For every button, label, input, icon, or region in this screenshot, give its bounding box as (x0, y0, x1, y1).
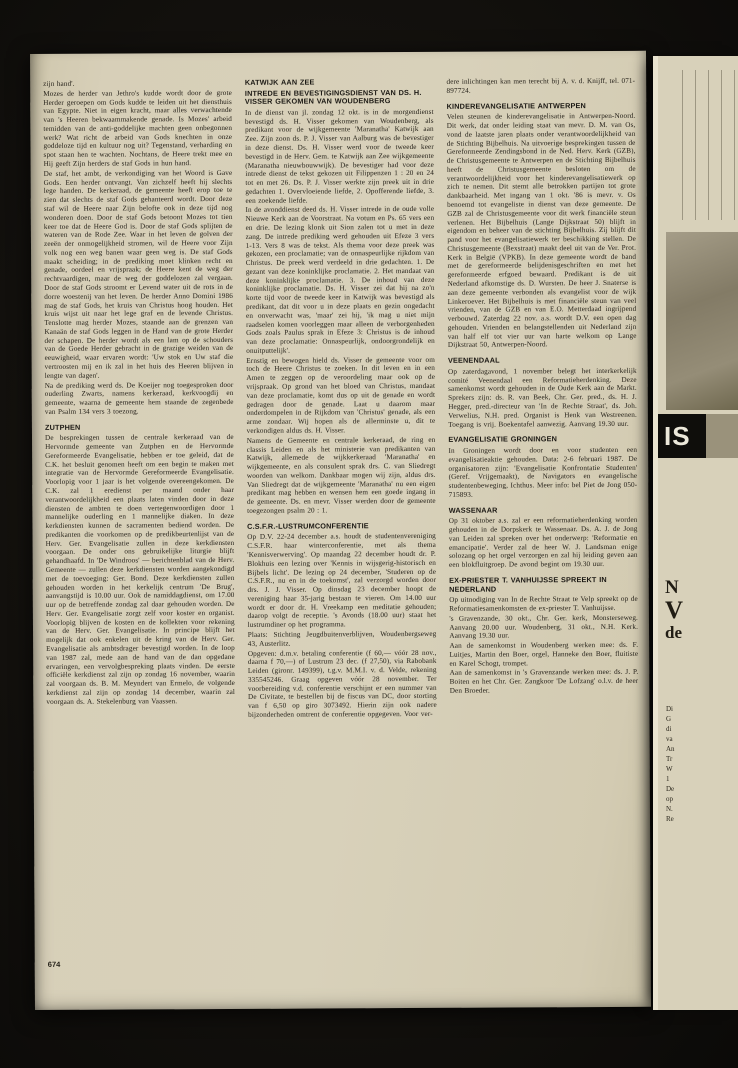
body-paragraph: Op 31 oktober a.s. zal er een reformatieherdenking worden gehouden in de Dorpskerk te Wassenaar. Ds. A. J. de Jong van Leiden zal spreken over het onderwerp: 'Reformatie en emancipatie'. Verder zal de heer W. J. Landsman enige solozang op het orgel verzorgen en zal hij leiding geven aan een blokfluitgroep. De avond begint om 19.30 uur. (448, 516, 638, 569)
page-content-area (30, 51, 651, 1010)
text-fragment: Di (666, 705, 673, 713)
body-text-continuation: dere inlichtingen kan men terecht bij A. v. d. Knijff, tel. 071-897724. (446, 76, 636, 95)
cropped-text-fragments (666, 704, 675, 824)
section-heading-veenendaal: VEENENDAAL (447, 355, 500, 366)
text-fragment: Tr (666, 755, 673, 763)
cropped-ad-region (670, 70, 736, 220)
text-fragment: de (665, 623, 682, 643)
body-paragraph: Plaats: Stichting Jeugdbuitenverblijven, Woudenbergseweg 43, Austerlitz. (247, 629, 437, 648)
cropped-headline-banner (658, 414, 706, 458)
adjacent-page-edge (653, 56, 738, 1010)
body-paragraph: 's Gravenzande, 30 okt., Chr. Ger. kerk, Monsterseweg. Aanvang 20.00 uur. Woudenberg, 31 okt., N.H. Kerk. Aanvang 19.30 uur. (449, 613, 639, 641)
body-paragraph: In Groningen wordt door en voor studenten een evangelisatieaktie gehouden. Data: 2-6 februari 1987. De organisatoren zijn: 'Evangelisatie Konfrontatie Studenten' (Geref. Vrijgemaakt), de Navigators en evangelische studentenbeweging, Ichthus. Meer info: bel Piet de Jong 050-715893. (448, 445, 638, 499)
text-fragment: De (666, 785, 675, 793)
section-heading-katwijk: KATWIJK AAN ZEE (244, 77, 315, 87)
column-1 (43, 79, 236, 972)
text-fragment: va (666, 735, 673, 743)
body-paragraph: Aan de samenkomst in Woudenberg werken mee: ds. F. Luitjes, Martin den Boer, orgel, Hanneke den Boer, fluitiste en Karel Schogt, trompet. (449, 640, 639, 668)
text-fragment: V (665, 596, 684, 624)
body-paragraph: Op uitnodiging van In de Rechte Straat te Velp spreekt op de Reformatiesamenkomsten de ex-priester T. Vanhuijsse. (449, 594, 638, 613)
section-heading-wassenaar: WASSENAAR (448, 505, 498, 515)
body-paragraph: In de avonddienst deed ds. H. Visser intrede in de oude volle Nieuwe Kerk aan de Voorstraat. Na votum en Ps. 65 vers een en drie. De lezing klonk uit Sion zalen tot u met in deze zang. De intrede prediking werd gehouden uit Efeze 3 vers 1-13. Vers 8 was de tekst. Als thema voor deze preek was gekozen, een proclamatie; van de onnaspeurlijke rijkdom van Christus. De preek werd verdeeld in drie gedachten. 1. De gezant van deze koninklijke proclamatie. 2. Het mandaat van deze koninklijke proclamatie. 3. De inhoud van deze koninklijke proclamatie. Ds. H. Visser zei dat hij na zo'n korte tijd voor de tweede keer in Katwijk was bevestigd als predikant, dat dit voor u in deze plaats en gezin ongedacht en onverwacht was, 'maar' zei hij, 'ik mag u niet mijn raadselen komen voorleggen maar alleen de verborgenheden Gods zoals Paulus sprak in Efeze 3: Christus is de inhoud van deze proclamatie: Onnaspeurlijk, ondoorgrondelijk en onuitputtelijk'. (245, 205, 435, 355)
column-3 (446, 77, 639, 970)
magazine-left-page (30, 51, 651, 1010)
section-subheading-katwijk: INTREDE EN BEVESTIGINGSDIENST VAN DS. H. VISSER GEKOMEN VAN WOUDENBERG (244, 87, 422, 107)
body-paragraph: Ernstig en bewogen hield ds. Visser de gemeente voor om toch de Heere Christus te zoeken. In dit leven en in een Amen te zeggen op de veroordeling maar ook op de vrijspraak. Op grond van het bloed van Christus, mandaat van deze proclamatie, komt dus op uit de genade en wordt gedragen door de genade. Laat u daarom maar onderdompelen in de Rijkdom van 'Christus' genade, als een arme zondaar. Wij hopen als de allerminste u, dit te verkondigen aldus ds. H. Visser. (246, 355, 436, 435)
text-fragment: 1 (666, 775, 670, 783)
section-heading-groningen: EVANGELISATIE GRONINGEN (448, 434, 558, 445)
body-paragraph: Velen steunen de kinderevangelisatie in Antwerpen-Noord. Dit werk, dat onder leiding staat van mevr. D. M. van Os, vond de laatste jaren plaats onder verantwoordelijkheid van de Stichting Bijbelhuis. Na uitvoerige besprekingen tussen de Gereformeerde Zendingsbond in de Ned. Herv. Kerk (GZB), de Christusgemeente te Antwerpen en de Stichting Bijbelhuis heeft de Christusgemeente besloten om de verantwoordelijkheid voor het kinderevangelisatiewerk op zich te nemen. Dit stemt alle betrokken partijen tot grote dankbaarheid. Met ingang van 1 okt. '86 is mevr. v. Os benoemd tot evangeliste in dienst van deze gemeente. De GZB zal de Christusgemeente voor dit werk financiële steun verlenen. Het Bijbelhuis (Lange Dijkstraat 50) blijft in eigendom en beheer van de stichting Bijbelhuis. Zij blijft dit pand voor het evangelisatiewerk ter beschikking stellen. De Christusgemeente (Bexstraat) maakt deel uit van de Ver. Prot. Kerk in België (VPKB). In deze gemeente wordt de band met de gereformeerde belijdenisgeschriften en met het gereformeerde erfgoed bewaard. Predikant is de uit Nederland afkomstige ds. D. Wursten. De heer J. Snaterse is aan deze gemeente verbonden als evangelist voor de wijk Linkeroever. Het Bijbelhuis is met financiële steun van veel vrienden, van de GZB en van E.O. Metterdaad ingrijpend verbouwd. Zaterdag 22 nov. a.s. wordt D.V. een open dag gehouden. Vrienden en belangstellenden uit Nederland zijn van half elf tot vier uur van harte welkom op Lange Dijkstraat 50, Antwerpen-Noord. (446, 112, 637, 350)
body-paragraph: Na de prediking werd ds. De Koeijer nog toegesproken door ouderling Zwarts, namens kerkeraad, kerkvoogdij en gemeente, waarna de gemeente hem staande de zegenbede van Psalm 134 vers 3 toezong. (44, 380, 234, 416)
column-2 (245, 78, 438, 971)
body-paragraph: Opgeven: d.m.v. betaling conferentie (f 60,— vóór 28 nov., daarna f 70,—) of Lustrum 23 dec. (f 27,50), via Rabobank Leiden (gironr. 149399), t.g.v. M.M.I. v. d. Velde, rekening 335545246. Graag opgeven vóór 28 november. Ter voorbereiding v.d. conferentie verschijnt er een nummer van De Civitate, te bestellen bij de fiscus van DC, door storting van f 6,50 op giro 3073492. Hierin zijn ook nadere bijzonderheden omtrent de conferentie opgegeven. Voor ver- (247, 648, 437, 719)
banner-text-fragment: IS (664, 420, 691, 451)
body-paragraph: Op D.V. 22-24 december a.s. houdt de studentenvereniging C.S.F.R. haar winterconferentie, met als thema 'Kennisverwerving'. Op maandag 22 december houdt dr. P. Blokhuis een lezing over 'Kennis in wijsgerig-historisch en Bijbels licht'. De lezing op 24 december, 'Studeren op de C.S.F.R., nu en in de toekomst', zal verzorgd worden door drs. J. J. Visser. Op dinsdag 23 december hoopt de vereniging haar 35-jarig bestaan te vieren. Om 14.00 uur wordt er door dr. H. Vreekamp een meditatie gehouden; daarop volgt de receptie. 's Avonds (18.00 uur) staat het lustrumdiner op het programma. (247, 532, 437, 630)
body-paragraph: De besprekingen tussen de centrale kerkeraad van de Hervormde gemeente van Zutphen en de Hervormde Gereformeerde Evangelisatie, hebben er toe geleid, dat de C.K. het besluit genomen heeft om een begin te maken met integratie van de Hervormde Gereformeerde Evangelisatie. Voorlopig voor 1 jaar is het volgende overeengekomen. De C.K. zal 1 eredienst per maand onder haar verantwoordelijkheid een plaats laten vinden door in deze diensten de ambten te doen vertegenwoordigen door 1 mannelijke ouderling en 1 mannelijke diaken. In deze kerkdiensten kunnen de sacramenten bediend worden. De predikanten die voorkomen op de predikbeurtenlijst van de Herv. Ger. Evangelisatie zullen in deze kerkdiensten voorgaan. De onder ons gebruikelijke liturgie blijft gehandhaafd. In 'De Windroos' — berichtenblad van de Herv. Gemeente — zullen deze kerkdiensten worden aangekondigd met de toevoeging: Ger. Bond. Deze kerkdiensten zullen gehouden worden in het kerkelijk centrum 'De Brug', aanvangstijd is 10.00 uur. Ook de namiddagdienst, om 17.00 uur op de betreffende zondag zal daar gehouden worden. De Herv. Ger. Evangelisatie zorgt zelf voor koster en organist. Voorlopig blijven de kosten en de kollekten voor rekening van de Herv. Ger. Evangelisatie. In principe blijft het mogelijk dat ook enkelen uit de kring van de Herv. Ger. Evangelisatie als ambtsdrager bevestigd worden. In de loop van 1987 zal, mede aan de hand van de dan opgedane ervaringen, een vervolgbespreking plaats vinden. De eerste officiële kerkdienst zal zijn op zondag 16 november, waarin zal voorgaan ds. B. M. Meyndert van Ermelo, de volgende kerkdienst zal zijn op zondag 14 december, waarin zal voorgaan ds. A. Stekelenburg van Vaassen. (44, 433, 236, 706)
text-fragment: di (666, 725, 672, 733)
section-heading-zutphen: ZUTPHEN (44, 422, 81, 432)
text-fragment: W (666, 765, 673, 773)
section-heading-csfr: C.S.F.R.-LUSTRUMCONFERENTIE (247, 520, 369, 531)
page-number: 674 (47, 959, 61, 969)
section-heading-expriester: EX-PRIESTER T. VANHUIJSSE SPREEKT IN NEDERLAND (449, 574, 607, 594)
text-fragment: Re (666, 815, 674, 823)
cropped-photo (666, 232, 738, 410)
body-text-fragment: zijn hand'. (43, 79, 75, 88)
section-heading-antwerpen: KINDEREVANGELISATIE ANTWERPEN (446, 100, 586, 111)
text-fragment: op (666, 795, 673, 803)
text-fragment: N (665, 577, 679, 598)
text-fragment: G (666, 715, 672, 723)
body-paragraph: Aan de samenkomst in 's Gravenzande werken mee: ds. J. P. Boiten en het Chr. Ger. Zangkoor 'De Lofzang' o.l.v. de heer Den Broeder. (449, 668, 639, 695)
cropped-banner-side (706, 414, 738, 458)
body-paragraph: De staf, het ambt, de verkondiging van het Woord is Gave Gods. Een herder ontvangt. Van zichzelf heeft hij slechts lege handen. De kerkeraad, de gemeente heeft erop toe te zien dat slechts de staf Gods gehanteerd wordt. Door deze staf wil de Heere naar Zijn belofte ook in deze tijd nog wonderen doen. Door de staf Gods betoont Mozes tot tien keer toe dat de Heere God is. Door de staf Gods splijten de wateren van de Rode Zee. Waar in het leven de golven der zeeën der onmogelijkheid stromen, wil de Heere voor Zijn volk nog een weg banen waar geen weg is. De staf Gods maakt scheiding; in de prediking moet klinken recht en genade, oordeel en vrijspraak; de Heere kent de weg der rechtvaardigen, maar de weg der goddelozen zal vergaan. Door de staf Gods stroomt er Levend water uit de rots in de dorre woestenij van het leven. De herder Anno Domini 1986 mag de staf Gods, het kruis van Christus hoog houden. Het kruis wijst uit naar het lege graf en de levende Christus. Tenslotte mag herder Mozes, staande aan de grenzen van Kanaän de staf Gods leggen in de Hand van de grote Herder der schapen. De herder wordt als een lam op de schouders van de Goede Herder gebracht in de grazige weiden van de eeuwigheid, waar ervaren wordt: 'Uw stok en Uw staf die vertroosten mij en ik zal in het huis des Heeren blijven in lengte van dagen'. (43, 168, 234, 380)
cropped-headline-fragments (665, 578, 683, 642)
body-paragraph: In de dienst van jl. zondag 12 okt. is in de morgendienst bevestigd ds. H. Visser gekomen van Woudenberg, als predikant voor de wijkgemeente 'Maranatha' Katwijk aan Zee. Zijn zoon ds. P. J. Visser van Aalburg was de bevestiger in deze dienst. Ds. H. Visser werd voor de tweede keer bevestigd in de Herv. Gem. te Katwijk aan Zee wijkgemeente (Maranatha nieuwbouwwijk). De bevestiger had voor deze intrede dienst de tekst gekozen uit Filippenzen 1 : 20 en 24 tot en met 26. Ds. P. J. Visser werkte zijn preek uit in drie gedachten 1. Overvloeiende liefde, 2. Opofferende liefde, 3. een zoekende liefde. (244, 107, 435, 205)
article-columns (43, 77, 640, 972)
text-fragment: An (666, 745, 675, 753)
body-paragraph: Namens de Gemeente en centrale kerkeraad, de ring en classis Leiden en als het ministerie van predikanten van Katwijk, allemede de wijkkerkeraad 'Maranatha' en wijkgemeente, en als consulent sprak drs. C. van Sliedregt woorden van welkom. Dankbaar mogen wij zijn, aldus drs. Van Sliedregt dat de wijkgemeente 'Maranatha' nu een eigen predikant mag hebben en wensen hem een goede ingang in de gemeente. Ds. en mevr. Visser werden door de gemeente toegezongen psalm 20 : 1. (246, 435, 436, 515)
body-paragraph: Op zaterdagavond, 1 november belegt het interkerkelijk comité Veenendaal een Reformatieherdenking. Deze samenkomst wordt gehouden in de Oude Kerk aan de Markt. Sprekers zijn: ds. R. van Beek, Chr. Ger. pred., ds. H. J. Hegger, pred.-directeur van 'In de Rechte Straat', ds. Joh. Verwelius, N.H. pred. Organist is Henk van Westreenen. Toegang is vrij. Boekentafel aanwezig. Aanvang 19.30 uur. (447, 366, 637, 429)
body-paragraph: Mozes de herder van Jethro's kudde wordt door de grote Herder geroepen om Gods kudde te leiden uit het diensthuis van Egypte. Niet in eigen kracht, maar alles verwachtende van 's Heeren bekwaammakende genade. Is Mozes' arbeid temidden van de anti-goddelijke machten geen onbegonnen werk? Wat richt de arbeid van Gods knechten in onze goddeloze tijd en kultuur nog uit? Tegenstand, verharding en spot staan hen te wachten. Nochtans, de Heere trekt mee en Hij geeft Zijn herders de staf Gods in hun hand. (43, 88, 233, 168)
text-fragment: N. (666, 805, 673, 813)
